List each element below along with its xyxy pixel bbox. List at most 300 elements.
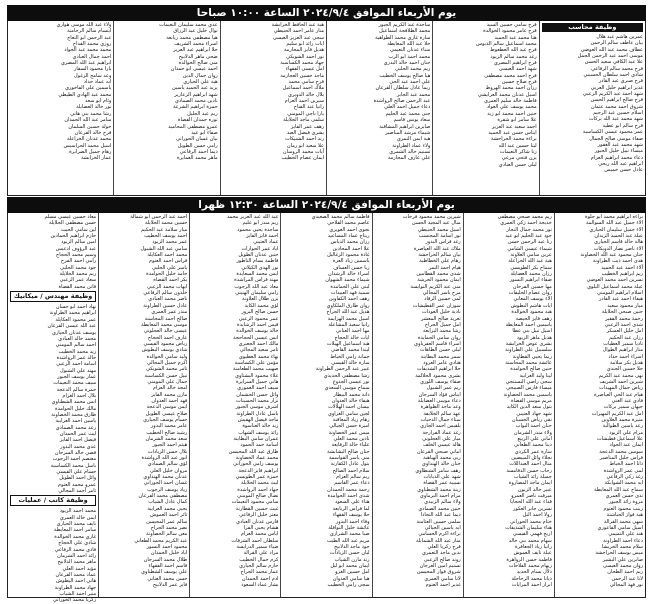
candidate-name: حنين صالح الحوامدة xyxy=(510,366,552,373)
candidate-name: فرح سامي حسين السيد xyxy=(486,22,537,28)
candidate-name: شيماء عيسى الشامي xyxy=(507,245,552,252)
candidate-name: حنين صبحي الخلايلة xyxy=(601,309,643,316)
session-1-column-1 xyxy=(539,21,645,195)
candidate-name: مريم موسى القضاة xyxy=(510,397,552,404)
candidate-name: ايمان محمد ابو ليل xyxy=(330,562,370,569)
candidate-name: خديجة احمد زكي العمري xyxy=(500,220,552,227)
candidate-name: محمد الطلافحة اسماعيل xyxy=(379,28,431,35)
candidate-name: مروان خليل العلي xyxy=(150,467,188,474)
candidate-name: رنا عبد الرحمن حسن xyxy=(507,239,552,246)
candidate-name: سمر محمد البطاينة xyxy=(420,353,461,360)
candidate-name: اسامة احمد الزعبي xyxy=(56,361,97,368)
candidate-name: رحمة محمد الفقير xyxy=(605,315,643,322)
candidate-name: سجى راضي البستنجي xyxy=(505,378,552,385)
candidate-name: امين سالم الزيود xyxy=(61,239,97,246)
candidate-name: معن سالم الخصاونة xyxy=(146,531,188,538)
candidate-name: ميساء نبيل خليل الجبور xyxy=(594,148,643,155)
candidate-name: وعد ماجد الظواهرة xyxy=(420,404,461,411)
candidate-name: طارق عبد الله المحيسن xyxy=(228,448,279,455)
candidate-name: حلا يوسف الفقهاء xyxy=(332,512,370,519)
candidate-name: تقى رياض الحسبان xyxy=(511,417,552,423)
session-1-column-4 xyxy=(220,21,326,195)
candidate-name: فرح زكريا العلي xyxy=(427,543,461,550)
candidate-name: هديل بكر سلامة xyxy=(609,359,643,366)
candidate-name: عبلة نايف العموش xyxy=(513,550,552,557)
candidate-name: دعاء موسى العضايلة xyxy=(417,397,461,404)
candidate-name: طلال محمد السرحان xyxy=(143,556,188,563)
candidate-name: هبة علي الحياري xyxy=(183,79,218,86)
candidate-name: هبة اسماعيل الهيلات xyxy=(326,340,370,347)
candidate-name: سجى رامي الخطيب xyxy=(327,581,370,588)
candidate-name: منى عبد الكريم النوايسة xyxy=(410,283,461,290)
candidate-name: فادي محمد الرفاعي xyxy=(54,546,97,553)
candidate-name: عمر محمود العكايلة xyxy=(55,316,97,323)
candidate-name: فرح صلاح حسين xyxy=(501,79,537,86)
candidate-name: فاطمة حسن الزواهرة xyxy=(506,556,552,563)
candidate-name: هيفاء خالد العدوان xyxy=(331,397,370,404)
candidate-name: وائل حسن الخشمان xyxy=(236,391,279,398)
session-2-columns xyxy=(7,213,646,604)
session-1-banner: يوم الأربعاء الموافق ٢٠٢٤/٩/٤ الساعة ١٠:٠٠ صباحا xyxy=(7,5,646,21)
candidate-name: ايمن موسى الدعجة xyxy=(146,404,188,411)
candidate-name: سامر احمد المعايطة xyxy=(53,527,97,534)
candidate-name: ديما احمد الرفاعي xyxy=(179,148,218,155)
candidate-name: ثامر سعيد المجالي xyxy=(239,347,279,354)
candidate-name: ضياء سمير الدرايسة xyxy=(236,543,279,550)
candidate-name: ايناس فؤاد السرحان xyxy=(418,391,461,398)
candidate-name: يوسف رامي الحوراني xyxy=(233,461,279,468)
candidate-name: حلا ابراهيم الشديفات xyxy=(416,366,461,373)
candidate-name: صفاء موسى صالح الجمال xyxy=(589,135,643,142)
candidate-name: وئام ابو سعد xyxy=(85,98,112,105)
candidate-name: هبة فواز الحباشنة xyxy=(606,512,643,519)
candidate-name: آلاء احمد عبد الحميد xyxy=(601,264,643,271)
candidate-name: ولاء عماد الطراونة xyxy=(392,142,431,149)
candidate-name: اسيل عدنان محمد العرايشي xyxy=(477,91,537,98)
candidate-name: اكرم جميل المجالي xyxy=(146,359,188,366)
candidate-name: ميرفت ناصر العمرو xyxy=(511,493,552,500)
candidate-name: محمد عدنان الخزاعلة xyxy=(66,136,112,143)
candidate-name: نور احمد الشوبكي xyxy=(286,53,325,60)
candidate-name: نور الهدى الكيلاني xyxy=(241,264,279,271)
candidate-name: منى ياسر القواسمة xyxy=(329,455,370,462)
candidate-name: رانيا عبد الفتاح xyxy=(293,104,325,111)
candidate-name: رامي احمد الفرح xyxy=(60,258,97,265)
candidate-name: روان عصام الخليفات xyxy=(508,290,552,297)
candidate-name: تغريد صالح المعشر xyxy=(421,315,461,322)
candidate-name: رغد فراس البدور xyxy=(425,239,461,246)
candidate-name: نوره حمدان القضاة xyxy=(177,117,218,124)
candidate-name: علا سعيد ابو رمان xyxy=(286,142,325,149)
candidate-name: ابراهيم عبد الله المصري xyxy=(61,60,112,67)
candidate-name: مرح ياسر المجالي xyxy=(422,290,461,297)
candidate-name: حمزة ابراهيم الشرعة xyxy=(172,104,218,111)
candidate-name: هشام يحيى الفرا xyxy=(243,524,279,531)
candidate-name: غدير احمد العتوم xyxy=(425,581,461,588)
candidate-name: سجى عبد العزيز العيسى xyxy=(272,34,325,41)
candidate-name: عمار الخرابشة xyxy=(81,155,112,162)
candidate-name: مؤيد احمد العلي xyxy=(62,565,97,572)
candidate-name: ريم محمد الحلبي xyxy=(395,66,431,73)
candidate-name: هنا محمد عبد الحميد xyxy=(494,34,537,41)
candidate-name: محمد احمد الزيود xyxy=(59,508,97,515)
candidate-name: سارة خالد القيسي xyxy=(331,359,370,366)
candidate-name: رولا احمد التل xyxy=(522,512,552,519)
candidate-name: شهد محمد عبد الغفور xyxy=(597,141,643,148)
candidate-name: وفاء احمد البدور xyxy=(335,518,370,525)
candidate-name: قيس احمد الرشايدة xyxy=(236,321,279,328)
candidate-name: سلام محمد الخريشا xyxy=(601,543,643,550)
candidate-name: عادل حسين الطراونة xyxy=(143,302,188,309)
candidate-name: دانة محمد البيطار xyxy=(333,391,370,398)
candidate-name: سيرين احمد العزام xyxy=(284,98,325,105)
candidate-name: ماهر محمد العمايرة xyxy=(176,155,218,162)
candidate-name: غيث حسين القطارنة xyxy=(235,505,279,512)
candidate-name: ولاء منذر الشرمان xyxy=(513,429,552,436)
candidate-name: شهد احمد العيسى xyxy=(498,66,537,73)
candidate-name: مريم عبد الله الطيب xyxy=(326,537,370,544)
candidate-name: ريم عبد الجليل xyxy=(187,110,218,117)
candidate-name: روان سامي الحمايدة xyxy=(417,334,461,341)
candidate-name: شيماء محمد الشهوان xyxy=(325,277,370,284)
candidate-name: آيات محمد الروسان xyxy=(282,148,325,155)
candidate-name: هاني جميل السرايرة xyxy=(235,378,279,385)
candidate-name: جمانة رامي الخياط xyxy=(330,353,370,360)
candidate-name: عبلة عبد الحميد الزيدان xyxy=(594,233,643,240)
candidate-name: فرح صبري عبد القادر xyxy=(598,78,643,85)
candidate-name: نجلاء وائل المبيضين xyxy=(511,455,552,462)
candidate-name: نبيل حسن الكساسبة xyxy=(144,372,188,379)
candidate-name: رنا شاكر النعيمات xyxy=(499,148,537,155)
candidate-name: فاتن محمد القضاة xyxy=(58,283,97,290)
candidate-name: رانيا سعيد المشاعلة xyxy=(328,321,370,328)
candidate-name: محمد احمد ابو الرب xyxy=(388,53,431,60)
candidate-name: تسنيم امين العرجان xyxy=(419,562,461,569)
candidate-name: نسرين احمد محمد العوضي xyxy=(586,277,643,284)
candidate-name: وليد سامي الخوالدة xyxy=(146,353,188,360)
session-2-column-2 xyxy=(463,213,554,597)
candidate-name: ايمن خالد العمري xyxy=(59,514,97,521)
candidate-name: صالح احمد المحاسنة xyxy=(144,315,188,322)
candidate-name: اسامة حمد الحمود xyxy=(240,442,279,449)
candidate-name: سلام احمد الصالح xyxy=(332,467,370,474)
candidate-name: منار عامر احمد الحنيطي xyxy=(273,28,325,35)
candidate-name: سناء جمال الدحيات xyxy=(420,417,461,423)
candidate-name: خالد عمر الرواشدة xyxy=(56,354,97,361)
candidate-name: ناصر محمد العبادي xyxy=(148,296,188,303)
session-1-block xyxy=(7,5,646,197)
candidate-name: اسيل نبيل بني عطا xyxy=(512,328,552,335)
candidate-name: انس عيسى الحجاحجة xyxy=(233,334,279,341)
candidate-name: صفاء يوسف اللوزي xyxy=(420,378,461,385)
candidate-name: الاء جميل سليمان الحياري xyxy=(589,226,643,233)
interview-schedule-page xyxy=(7,5,646,604)
candidate-name: منيرة محمد العلاوين xyxy=(601,417,643,423)
candidate-name: حلا حسين الجندي xyxy=(606,366,643,373)
candidate-name: هديل ماهر الزيود xyxy=(516,334,552,341)
candidate-name: سلسبيل علي الطراونة xyxy=(505,347,552,354)
candidate-name: حلا عبد الله المعايطة xyxy=(387,41,431,48)
candidate-name: نصر محمد الجراح xyxy=(150,524,188,531)
candidate-name: بلال حسن الزيادات xyxy=(147,448,188,455)
candidate-name: بلقيس احمد الجازي xyxy=(420,423,461,430)
candidate-name: عبد الرؤوف ادعيس xyxy=(55,245,97,252)
candidate-name: سلطان احمد الشرفات xyxy=(231,537,279,544)
candidate-name: سعد محمد الشرمان xyxy=(145,436,188,443)
candidate-name: عدي محمد البدور xyxy=(60,443,97,450)
candidate-name: رزان عبد الحكيم xyxy=(609,334,643,341)
candidate-name: مالك خليل الحوامدة xyxy=(54,405,97,412)
candidate-name: موسى احمد عبد الرحمن الجمل xyxy=(577,53,643,60)
candidate-name: فايز عمر الدلابيح xyxy=(152,581,188,588)
candidate-name: ملاك احمد اسماعيل xyxy=(282,85,325,92)
candidate-name: احمد يوسف الخطيب xyxy=(144,233,188,240)
candidate-name: احمد عبد الرحمن ابو شمالة xyxy=(130,214,188,220)
candidate-name: اشرف موسى الجبور xyxy=(235,404,279,411)
candidate-name: صهيب محمد الطعامنة xyxy=(233,366,279,373)
candidate-name: ابراهيم عبد الله ربحي xyxy=(598,160,643,167)
candidate-name: اياد عمر الحوارات xyxy=(241,245,279,252)
candidate-name: ايات خالد الحجاج xyxy=(334,334,370,341)
candidate-name: مرام احمد البرماوي xyxy=(419,493,461,500)
candidate-name: شهد علي الذيابات xyxy=(423,474,461,481)
session-2-banner: يوم الأربعاء الموافق ٢٠٢٤/٩/٤ الساعة ١٢:٣٠ ظهرا xyxy=(7,197,646,213)
candidate-name: اياد خليل الحمدان xyxy=(150,550,188,557)
candidate-name: امل عبد الكريم المهيرات xyxy=(591,410,643,417)
candidate-name: اسيل سامي الفاعوري xyxy=(597,524,643,531)
candidate-name: ايهاب محمد الزعبي xyxy=(147,283,188,290)
candidate-name: انس محمد الشطناوي xyxy=(51,399,97,406)
candidate-name: حسام يوسف الحياري xyxy=(143,417,188,423)
candidate-name: نور عيسى الجدوع xyxy=(332,378,370,385)
candidate-name: تسنيم خالد الشمري xyxy=(389,148,431,155)
candidate-name: عمرين هاشم عبد هلال xyxy=(596,34,643,40)
candidate-name: ايه عماد حداد xyxy=(83,79,112,86)
candidate-name: عبد الرحمن صالح الرواشدة xyxy=(373,98,431,105)
candidate-name: روان طارق الملكاوي xyxy=(326,302,370,309)
candidate-name: امل حسين الغزو xyxy=(335,569,370,576)
candidate-name: عمر محمود عيسى الكساسبة xyxy=(582,129,643,136)
candidate-name: حازم سالم الحياري xyxy=(239,562,279,569)
candidate-name: وائل احمد الطويل xyxy=(59,475,97,482)
candidate-name: محمد محمد عبد الجواد xyxy=(64,47,112,54)
candidate-name: اسيل محمد الهزايمة xyxy=(327,315,370,322)
candidate-name: ليندا محمد القاضي xyxy=(331,347,370,354)
candidate-name: طارق محمد الخصاونة xyxy=(51,411,97,418)
candidate-name: موسى محمد المعايطة xyxy=(141,321,188,328)
candidate-name: جمال علي المومني xyxy=(147,378,188,385)
candidate-name: رغد محمد سالم الزيود xyxy=(490,53,537,60)
candidate-name: ياسمين زياد العزة xyxy=(332,258,370,265)
candidate-name: غسان احمد الحوراني xyxy=(143,480,188,487)
candidate-name: سامر عبد الله الحمدان xyxy=(64,117,112,124)
candidate-name: جنى محمد عبد الحليم xyxy=(385,110,431,117)
candidate-name: مازن محمد الفايز xyxy=(151,391,188,398)
candidate-name: ريم عمر الشبول xyxy=(426,385,461,392)
candidate-name: ياسمين محمد الخصاونة xyxy=(503,391,552,398)
candidate-name: دعاء احمد الطراونة xyxy=(603,537,643,544)
candidate-name: محمد خالد العبادي xyxy=(58,335,97,342)
candidate-name: عبد الكريم محمد الطعاني xyxy=(134,537,188,544)
candidate-name: كمال عادل الشياب xyxy=(148,499,188,506)
candidate-name: اماني صبحي القرعان xyxy=(416,448,461,455)
candidate-name: دلال بسام الحديد xyxy=(516,569,552,576)
candidate-name: لجين سامي الغزاوي xyxy=(327,410,370,417)
candidate-name: هناء علي السعود xyxy=(334,499,370,506)
candidate-name: صفاء ابراهيم النسور xyxy=(509,277,552,284)
candidate-name: فرح سالم ابو عطية xyxy=(602,122,643,129)
candidate-name: فيصل احمد الفايز xyxy=(59,437,97,444)
candidate-name: ربا حسن العساف xyxy=(333,264,370,271)
candidate-name: نهاد احمد ابو حسان xyxy=(55,304,97,311)
candidate-name: غادة محمود الزغاليل xyxy=(327,252,370,259)
candidate-name: صلاح عيسى الطويل xyxy=(145,410,188,417)
candidate-name: ميس يوسف الحراحشة xyxy=(595,550,643,557)
candidate-name: ميار علي العجلوني xyxy=(422,436,461,443)
candidate-name: هبة عبد الله الخزاعلة xyxy=(508,258,552,265)
candidate-name: نور فهد المجالي xyxy=(609,581,643,588)
candidate-name: نادين محمد الصمادي xyxy=(174,98,218,105)
candidate-name: هيا صالح يوسف الخطيب xyxy=(379,72,431,79)
candidate-name: معاذ حسين عيسى مسلم xyxy=(44,214,97,220)
candidate-name: عمر محمد الزيود xyxy=(152,239,188,246)
candidate-name: جهاد احمد الرواشدة xyxy=(237,486,279,493)
candidate-name: امل خليل العسكر xyxy=(606,328,643,335)
session-2-column-6 xyxy=(98,213,189,597)
candidate-name: شروق احمد محمد عثمان xyxy=(590,103,643,110)
candidate-name: عمار محمد الجراح xyxy=(240,569,279,576)
candidate-name: بيسان احمد الهلالات xyxy=(328,404,370,411)
candidate-name: زيد خالد العناسوة xyxy=(242,423,279,430)
candidate-name: نوال خليل عبد الرزاق xyxy=(173,28,218,35)
candidate-name: رند احمد الشنيكات xyxy=(285,136,325,143)
candidate-name: ريم ابراهيم الخطيب xyxy=(601,271,643,278)
job-title-heading: وظيفة مهندس / ميكانيك xyxy=(10,291,96,302)
candidate-name: ماجد فيصل الهقيش xyxy=(237,417,279,423)
candidate-name: مها احمد العناني xyxy=(335,328,370,335)
candidate-name: هالة خالد قاسم الحياري xyxy=(594,239,643,246)
candidate-name: محمد احمد العكايلة xyxy=(147,252,188,259)
candidate-name: وسيم محمد الحجاج xyxy=(55,252,97,259)
candidate-name: سلمى حسين العثامنة xyxy=(416,518,461,525)
candidate-name: فهد احمد العدوان xyxy=(151,397,188,404)
candidate-name: ايمن محمد السعايدة xyxy=(236,271,279,278)
candidate-name: ريما يحيى القطاونة xyxy=(512,353,552,360)
candidate-name: عادل حسن خميس xyxy=(604,167,643,174)
candidate-name: شذى احمد الزعبي xyxy=(604,321,643,328)
candidate-name: حمزة عمر الطويسي xyxy=(235,474,279,481)
candidate-name: ليلى حسن الطاهات xyxy=(419,347,461,354)
session-1-column-3 xyxy=(326,21,432,195)
candidate-name: جود محمد الحلبي xyxy=(60,264,97,271)
candidate-name: عمرو مصطفى المحاميد xyxy=(168,123,218,130)
session-2-column-3 xyxy=(372,213,463,597)
candidate-name: لانا سامي العمري xyxy=(424,575,461,582)
candidate-name: مالك احمد الجعبري xyxy=(238,340,279,347)
candidate-name: فراس احمد العتوم xyxy=(148,258,188,265)
candidate-name: سامي عبد الله الشبول xyxy=(140,245,188,252)
candidate-name: امل عيسى الفقهاء xyxy=(285,66,325,73)
candidate-name: عمار يوسف الجبور xyxy=(57,373,97,380)
candidate-name: روزي محمد القداح xyxy=(72,41,112,48)
candidate-name: كرم جمال الخطيب xyxy=(239,556,279,563)
candidate-name: زينة محمد الشطناوي xyxy=(417,486,461,493)
candidate-name: علا سامر ابو شقرة xyxy=(497,117,537,124)
candidate-name: هيفاء احمد عبد القادر xyxy=(598,296,643,303)
candidate-name: لؤي سالم الصمادي xyxy=(147,461,188,468)
session-1-column-5 xyxy=(113,21,219,195)
candidate-name: روان جمال الدين xyxy=(182,72,218,79)
candidate-name: باسل عادل الطراونة xyxy=(236,410,279,417)
candidate-name: بشار عماد السعود xyxy=(241,581,279,588)
session-1-column-6 xyxy=(8,21,113,195)
candidate-name: نجوى احمد الغويري xyxy=(329,226,370,233)
candidate-name: مرام علي الزيود xyxy=(609,429,643,436)
candidate-name: حسن محمد العناني xyxy=(147,575,188,582)
candidate-name: حنين عدنان الطويل xyxy=(238,252,279,259)
candidate-name: حسام علي القيسي xyxy=(56,469,97,476)
candidate-name: امل جميل الجراح xyxy=(424,321,461,328)
candidate-name: بيان سالم الحراحشة xyxy=(418,252,461,259)
candidate-name: عبير خالد الزبون xyxy=(517,486,552,493)
candidate-name: لين سامي الحيت xyxy=(61,226,97,233)
candidate-name: رهف احمد الكفاوين xyxy=(328,296,370,303)
candidate-name: جود ماجد الدلابيح xyxy=(334,543,370,550)
candidate-name: نايف محمد الحياري xyxy=(56,521,97,528)
candidate-name: ثائر احمد العموش xyxy=(150,512,188,519)
candidate-name: هبة عبد الحافظ الخرابشة xyxy=(271,22,325,28)
candidate-name: نادية خليل العودات xyxy=(422,309,461,316)
candidate-name: جيهان سمير بركات xyxy=(603,404,643,411)
candidate-name: علي يوسف الشطناوي xyxy=(141,569,188,576)
candidate-name: بهاء محمد العطيوي xyxy=(238,353,279,360)
candidate-name: شادي احمد سلطان الحسيني xyxy=(583,72,643,79)
candidate-name: بشرى محمود الحلالمة xyxy=(415,372,461,379)
candidate-name: محمد عبد الهادي الطيطي xyxy=(58,91,112,98)
candidate-name: فرح سامي محمد xyxy=(288,79,325,86)
candidate-name: سارة عمر الكردي xyxy=(514,448,552,455)
candidate-name: يارا محمود السقار xyxy=(74,66,112,73)
candidate-name: ايمان عصام الخطيب xyxy=(281,155,325,162)
candidate-name: ريتاج عماد المساعيد xyxy=(327,233,370,240)
candidate-name: امجد خالد العزام xyxy=(152,385,188,392)
candidate-name: معتصم احمد الرجوب xyxy=(52,456,97,463)
candidate-name: رائد يوسف الشهاب xyxy=(238,429,279,436)
candidate-name: رهام علي الخطاطبة xyxy=(419,258,461,265)
candidate-name: علياء خالد الرفايعة xyxy=(331,442,370,449)
candidate-name: محمود احمد النسور xyxy=(146,543,188,550)
candidate-name: هناء سليمان الشديفات xyxy=(505,524,552,531)
candidate-name: زيد محمد الخطيب xyxy=(58,348,97,355)
candidate-name: سعاد عمر الزعبي xyxy=(59,277,97,284)
candidate-name: ايمان ماجد المصاروة xyxy=(508,480,552,487)
candidate-name: زينب محمود العتوم xyxy=(603,505,643,512)
candidate-name: سعاد يونس قاسم xyxy=(393,117,431,124)
candidate-name: اسيل محمد الحنيطي xyxy=(417,226,461,233)
candidate-name: حازم ابراهيم الحمادين xyxy=(50,233,97,240)
candidate-name: منال احمد العبداللات xyxy=(509,461,552,468)
candidate-name: شادي يوسف البطوش xyxy=(141,347,188,354)
candidate-name: ريم محمد الخلايلة xyxy=(59,271,97,278)
candidate-name: حنان احمد خالد البدري xyxy=(383,60,431,67)
candidate-name: رياض محمود القيسي xyxy=(143,340,188,347)
candidate-name: رهف عمر الفايز xyxy=(290,123,325,130)
candidate-name: فرح صالح ابراهيم الحسن xyxy=(590,97,643,104)
candidate-name: الاء يوسف المعاني xyxy=(513,296,552,303)
candidate-name: اسلام حسين عبد الرحيم xyxy=(592,110,643,117)
candidate-name: محمد يوسف علي العواد xyxy=(486,104,537,111)
session-2-column-7 xyxy=(8,213,98,604)
